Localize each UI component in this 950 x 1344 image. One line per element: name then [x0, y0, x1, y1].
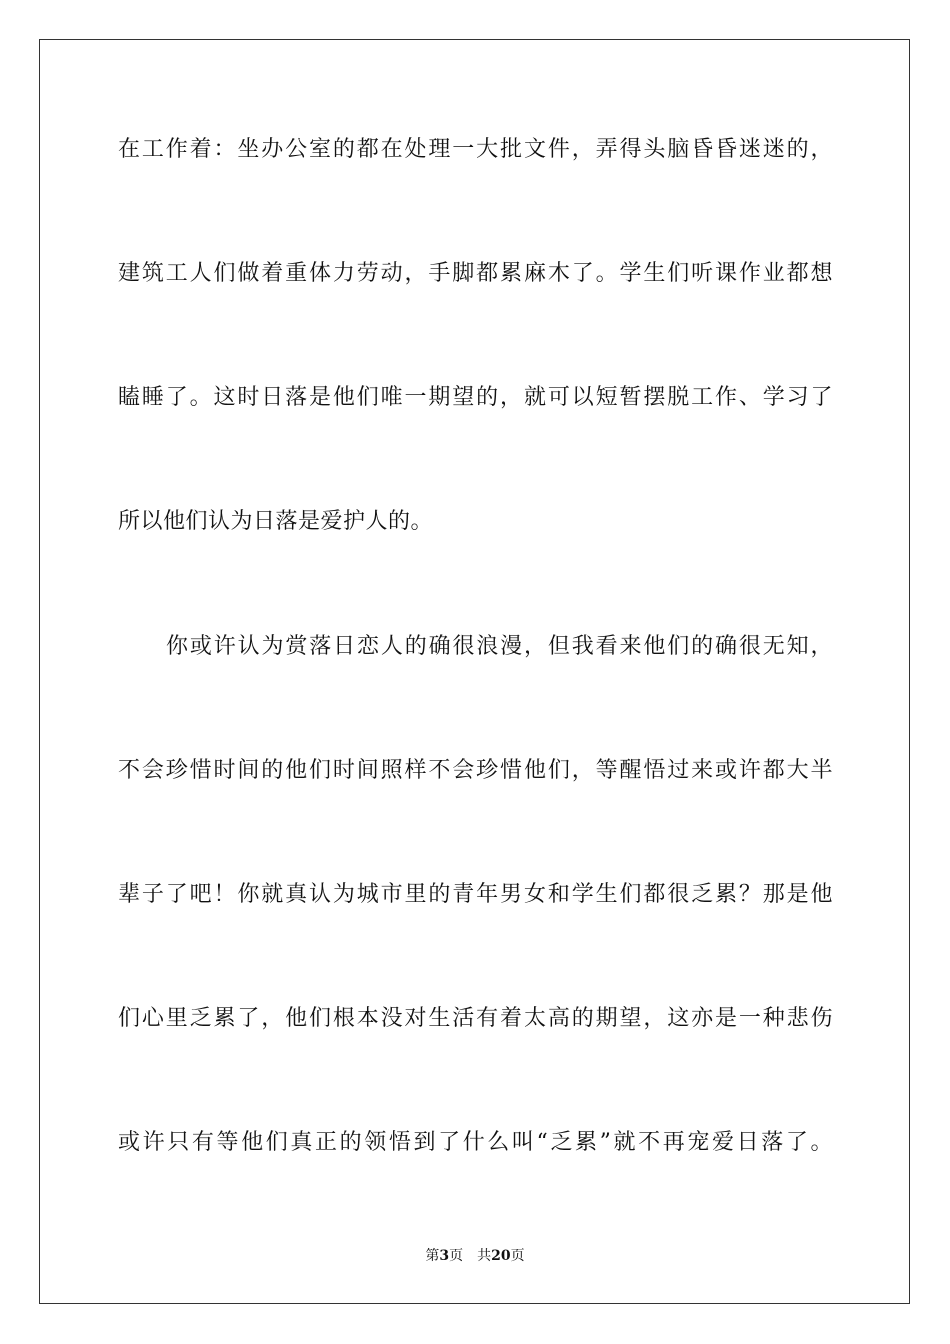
total-pages: 20	[491, 1248, 511, 1264]
page-number: 3	[439, 1248, 450, 1264]
paragraph-line: 所以他们认为日落是爱护人的。	[118, 509, 434, 534]
total-prefix: 共	[477, 1248, 492, 1264]
paragraph-line: 不会珍惜时间的他们时间照样不会珍惜他们，等醒悟过来或许都大半	[118, 758, 833, 783]
page-border	[39, 39, 910, 1304]
page-suffix: 页	[449, 1248, 464, 1264]
page-prefix: 第	[425, 1248, 440, 1264]
paragraph-line: 瞌睡了。这时日落是他们唯一期望的，就可以短暂摆脱工作、学习了	[118, 385, 833, 410]
total-suffix: 页	[510, 1248, 525, 1264]
paragraph-line: 辈子了吧！你就真认为城市里的青年男女和学生们都很乏累？那是他	[118, 882, 833, 907]
paragraph-line: 建筑工人们做着重体力劳动，手脚都累麻木了。学生们听课作业都想	[118, 261, 833, 286]
paragraph-line: 或许只有等他们真正的领悟到了什么叫“乏累”就不再宠爱日落了。	[118, 1130, 833, 1155]
paragraph-line: 们心里乏累了，他们根本没对生活有着太高的期望，这亦是一种悲伤	[118, 1006, 833, 1031]
paragraph-line: 你或许认为赏落日恋人的确很浪漫，但我看来他们的确很无知，	[166, 634, 833, 659]
page-footer	[0, 1246, 950, 1266]
paragraph-line: 在工作着：坐办公室的都在处理一大批文件，弄得头脑昏昏迷迷的，	[118, 137, 833, 162]
